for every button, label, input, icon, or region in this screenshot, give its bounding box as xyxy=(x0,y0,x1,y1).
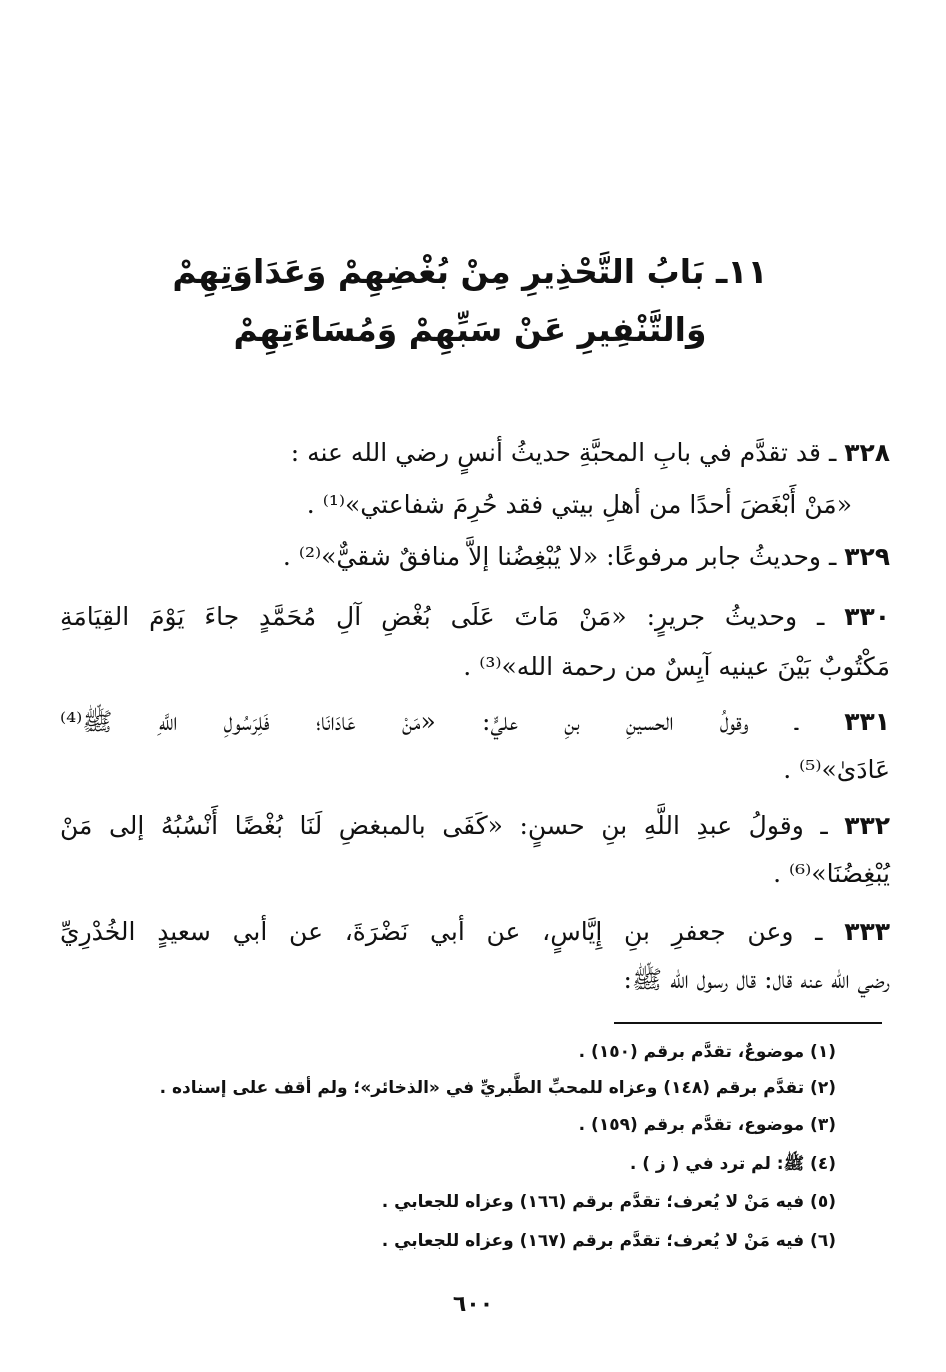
paragraph-line xyxy=(291,433,890,473)
chapter-title-line-1: ١١ـ بَابُ التَّحْذِيرِ مِنْ بُغْضِهِمْ وَعَدَاوَتِهِمْ xyxy=(172,252,768,291)
paragraph-text: ـ وحديثُ جريرٍ: «مَنْ مَاتَ عَلَى بُغْضِ آلِ مُحَمَّدٍ جاءَ يَوْمَ القِيَامَةِ xyxy=(60,602,825,631)
footnote-4: (٤) ﷺ: لم ترد في ( ز ) . xyxy=(629,1154,836,1174)
footnote-1: (١) موضوعٌ، تقدَّم برقم (١٥٠) . xyxy=(578,1042,836,1062)
footnote-3: (٣) موضوع، تقدَّم برقم (١٥٩) . xyxy=(578,1115,836,1135)
paragraph-text: ـ وحديثُ جابر مرفوعًا: «لا يُبْغِضُنا إلاَّ منافقٌ شقيٌّ»⁽²⁾ . xyxy=(282,542,837,571)
paragraph-text: ـ وقولُ عبدِ اللَّهِ بنِ حسنٍ: «كَفَى بالمبغضِ لَنَا بُغْضًا أَنْسُبُهُ إلى مَنْ xyxy=(60,811,828,840)
paragraph-number: ٣٣٣ xyxy=(844,917,890,946)
footnote-5: (٥) فيه مَنْ لا يُعرف؛ تقدَّم برقم (١٦٦) وعزاه للجعابي . xyxy=(381,1192,836,1212)
paragraph-number: ٣٣١ xyxy=(844,707,890,736)
paragraph-text: ـ وقولُ الحسينِ بنِ عليٍّ: «مَنْ عَادَانَا؛ فَلِرَسُولِ اللَّهِ ﷺ⁽⁴⁾ xyxy=(60,707,798,736)
paragraph-number: ٣٣٠ xyxy=(844,602,890,631)
paragraph-line: «مَنْ أَبْغَضَ أحدًا من أهلِ بيتي فقد حُرِمَ شفاعتي»⁽¹⁾ . xyxy=(306,490,852,519)
paragraph-number: ٣٣٢ xyxy=(844,811,890,840)
paragraph-line: يُبْغِضُنَا»⁽⁶⁾ . xyxy=(773,859,890,888)
paragraph-line: عَادَىٰ»⁽⁵⁾ . xyxy=(783,755,890,784)
paragraph-line xyxy=(60,702,890,742)
paragraph-line: رضي الله عنه قال: قال رسول الله ﷺ: xyxy=(623,965,890,994)
paragraph-line xyxy=(60,806,890,846)
footnote-2: (٢) تقدَّم برقم (١٤٨) وعزاه للمحبِّ الطَّبريِّ في «الذخائر»؛ ولم أقف على إسناده . xyxy=(159,1078,836,1098)
paragraph-text: ـ وعن جعفرِ بنِ إِيَّاسٍ، عن أبي نَضْرَةَ، عن أبي سعيدٍ الخُدْرِيِّ xyxy=(60,917,823,946)
paragraph-number: ٣٢٨ xyxy=(844,438,890,467)
chapter-title-line-2: وَالتَّنْفِيرِ عَنْ سَبِّهِمْ وَمُسَاءَتِهِمْ xyxy=(233,310,707,349)
footnote-separator xyxy=(614,1022,882,1024)
paragraph-line xyxy=(60,597,890,637)
paragraph-text: ـ قد تقدَّم في بابِ المحبَّةِ حديثُ أنسٍ رضي الله عنه : xyxy=(290,438,837,467)
page-number: ٦٠٠ xyxy=(452,1292,494,1317)
paragraph-line: مَكْتُوبٌ بَيْنَ عينيه آيِسٌ من رحمة الله»⁽³⁾ . xyxy=(463,652,890,681)
paragraph-number: ٣٢٩ xyxy=(844,542,890,571)
paragraph-line xyxy=(60,912,890,952)
footnote-6: (٦) فيه مَنْ لا يُعرف؛ تقدَّم برقم (١٦٧) وعزاه للجعابي . xyxy=(381,1231,836,1251)
paragraph-line xyxy=(283,537,890,577)
